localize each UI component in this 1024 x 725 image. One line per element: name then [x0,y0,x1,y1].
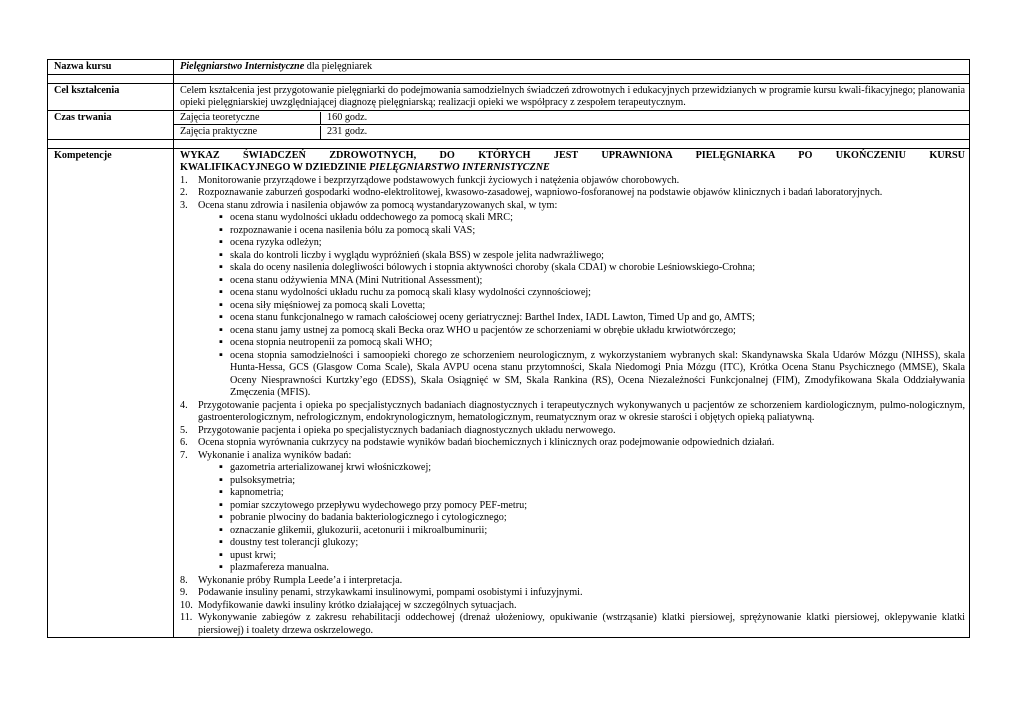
item-number: 10. [180,599,193,611]
item-text: Przygotowanie pacjenta i opieka po specjalistycznych badaniach diagnostycznych i terapeutycznych wykonywanych u pacjentów ze schorzeniem kardiologicznym, pulmo-nologicznym, gastroenterologicznym, nefrologicznym, endokrynologicznym, hematologicznym, reumatycznym oraz w okresie starości i objętych opieką paliatywną. [198,399,965,423]
test-item: ▪ kapnometria; [198,487,965,500]
scale-item: ▪ ocena stanu wydolności układu ruchu za pomocą skali klasy wydolności czynnościowej; [198,287,965,300]
spacer-cell [174,74,970,83]
item-number: 5. [180,424,188,436]
duration-practice-row [174,125,970,140]
item-number: 2. [180,187,188,198]
practice-label: Zajęcia praktyczne [180,126,321,139]
scale-item: ▪ ocena stanu jamy ustnej za pomocą skali Becka oraz WHO u pacjentów ze schorzeniami w obrębie układu krwiotwórczego; [198,325,965,338]
test-item: ▪ pomiar szczytowego przepływu wydechowego przy pomocy PEF-metru; [198,500,965,513]
scale-item: ▪ ocena stanu odżywienia MNA (Mini Nutritional Assessment); [198,275,965,288]
scale-item: ▪ skala do kontroli liczby i wyglądu wypróżnień (skala BSS) w zespole jelita nadwrażliwego; [198,250,965,263]
list-item [180,612,965,637]
item-text: Wykonywanie zabiegów z zakresu rehabilitacji oddechowej (drenaż ułożeniowy, opukiwanie (wstrząsanie) klatki piersiowej, sprężynowanie klatki piersiowej, oklepywanie klatki piersiowej) i toalety drzewa oskrzelowego. [198,612,965,636]
test-item: ▪ gazometria arterializowanej krwi włośniczkowej; [198,462,965,475]
spacer-cell [174,139,970,148]
tests-list [198,462,965,575]
scale-item: ▪ ocena stanu wydolności układu oddechowego za pomocą skali MRC; [198,212,965,225]
list-item [180,450,965,575]
item-number: 1. [180,174,188,186]
item-text: Modyfikowanie dawki insuliny krótko działającej w szczególnych sytuacjach. [198,599,517,611]
scale-item: ▪ ocena stopnia samodzielności i samoopieki chorego ze schorzeniem neurologicznym, z wykorzystaniem wybranych skal: Skandynawska Skala Udarów Mózgu (NIHSS), skala Hunta-Hessa, GCS (Glasgow Coma Scale), Skala AVPU ocena stanu przytomności, Skala Niedomogi Pnia Mózgu (ITC), Krótka Ocena Stanu Psychicznego (MMSE), Skala Oceny Niesprawności Kurtzky’ego (EDSS), Skala Osiągnięć w SM, Skala Rankina (RS), Ocena Niezależności Funkcjonalnej (FIM), Zmodyfikowana Skala Oddziaływania Zmęczenia (MFIS). [198,350,965,400]
goal-text: Celem kształcenia jest przygotowanie pielęgniarki do podejmowania samodzielnych świadczeń zdrowotnych i edukacyjnych przewidzianych w programie kursu kwali-fikacyjnego; planowania opieki pielęgniarskiej uwzględniającej diagnozę pielęgniarską; realizacji opieki we współpracy z zespołem terapeutycznym. [174,83,970,110]
item-text: Ocena stopnia wyrównania cukrzycy na podstawie wyników badań biochemicznych i klinicznych oraz podejmowanie odpowiednich działań. [198,437,775,448]
scale-item: ▪ ocena ryzyka odleżyn; [198,237,965,250]
item-text: Ocena stanu zdrowia i nasilenia objawów za pomocą wystandaryzowanych skal, w tym: [198,199,558,211]
label-goal: Cel kształcenia [48,83,174,110]
list-item [180,437,965,450]
test-item: ▪ pulsoksymetria; [198,475,965,488]
competences-heading-line2 [180,162,965,175]
label-duration: Czas trwania [48,110,174,139]
course-title-italic: Pielęgniarstwo Internistyczne [180,61,305,72]
competences-list [180,175,965,638]
theory-value: 160 godz. [327,111,368,123]
list-item [180,600,965,613]
label-course-name: Nazwa kursu [48,60,174,75]
item-text: Wykonanie próby Rumpla Leede’a i interpretacja. [198,574,403,586]
label-competences: Kompetencje [48,148,174,638]
test-item: ▪ doustny test tolerancji glukozy; [198,537,965,550]
course-table [47,59,970,638]
list-item [180,425,965,438]
duration-theory-row [174,110,970,125]
heading-line2-italic: PIELĘGNIARSTWO INTERNISTYCZNE [368,162,550,173]
item-number: 9. [180,587,188,598]
list-item [180,587,965,600]
test-item: ▪ oznaczanie glikemii, glukozurii, acetonurii i mikroalbuminurii; [198,525,965,538]
list-item [180,187,965,200]
item-text: Monitorowanie przyrządowe i bezprzyrządowe podstawowych funkcji życiowych i natężenia objawów chorobowych. [198,174,680,186]
spacer-cell [48,139,174,148]
course-title-rest: dla pielęgniarek [304,61,373,72]
item-text: Rozpoznawanie zaburzeń gospodarki wodno-elektrolitowej, kwasowo-zasadowej, wapniowo-fosforanowej na podstawie objawów klinicznych i badań laboratoryjnych. [198,187,883,198]
theory-label: Zajęcia teoretyczne [180,112,321,125]
item-number: 8. [180,574,188,586]
item-text: Przygotowanie pacjenta i opieka po specjalistycznych badaniach diagnostycznych układu nerwowego. [198,424,616,436]
scale-item: ▪ rozpoznawanie i ocena nasilenia bólu za pomocą skali VAS; [198,225,965,238]
scale-item: ▪ ocena siły mięśniowej za pomocą skali Lovetta; [198,300,965,313]
list-item [180,175,965,188]
item-text: Podawanie insuliny penami, strzykawkami insulinowymi, pompami osobistymi i infuzyjnymi. [198,587,583,598]
test-item: ▪ upust krwi; [198,550,965,563]
course-name [174,60,970,75]
scale-item: ▪ skala do oceny nasilenia dolegliwości bólowych i stopnia aktywności choroby (skala CDAI) w chorobie Leśniowskiego-Crohna; [198,262,965,275]
item-number: 7. [180,449,188,461]
item-text: Wykonanie i analiza wyników badań: [198,449,352,461]
item-number: 4. [180,399,188,411]
competences-heading-line1: WYKAZ ŚWIADCZEŃ ZDROWOTNYCH, DO KTÓRYCH JEST UPRAWNIONA PIELĘGNIARKA PO UKOŃCZENIU KURSU [180,149,965,161]
heading-line2-pre: KWALIFIKACYJNEGO W DZIEDZINIE [180,162,369,173]
list-item [180,575,965,588]
scale-item: ▪ ocena stopnia neutropenii za pomocą skali WHO; [198,337,965,350]
list-item [180,400,965,425]
item-number: 11. [180,612,193,623]
item-number: 6. [180,437,188,448]
test-item: ▪ pobranie plwociny do badania bakteriologicznego i cytologicznego; [198,512,965,525]
spacer-cell [48,74,174,83]
competences-cell [174,148,970,638]
scales-list [198,212,965,400]
list-item [180,200,965,400]
scale-item: ▪ ocena stanu funkcjonalnego w ramach całościowej oceny geriatrycznej: Barthel Index, IADL Lawton, Timed Up and go, AMTS; [198,312,965,325]
test-item: ▪ plazmafereza manualna. [198,562,965,575]
item-number: 3. [180,199,188,211]
practice-value: 231 godz. [327,126,368,137]
